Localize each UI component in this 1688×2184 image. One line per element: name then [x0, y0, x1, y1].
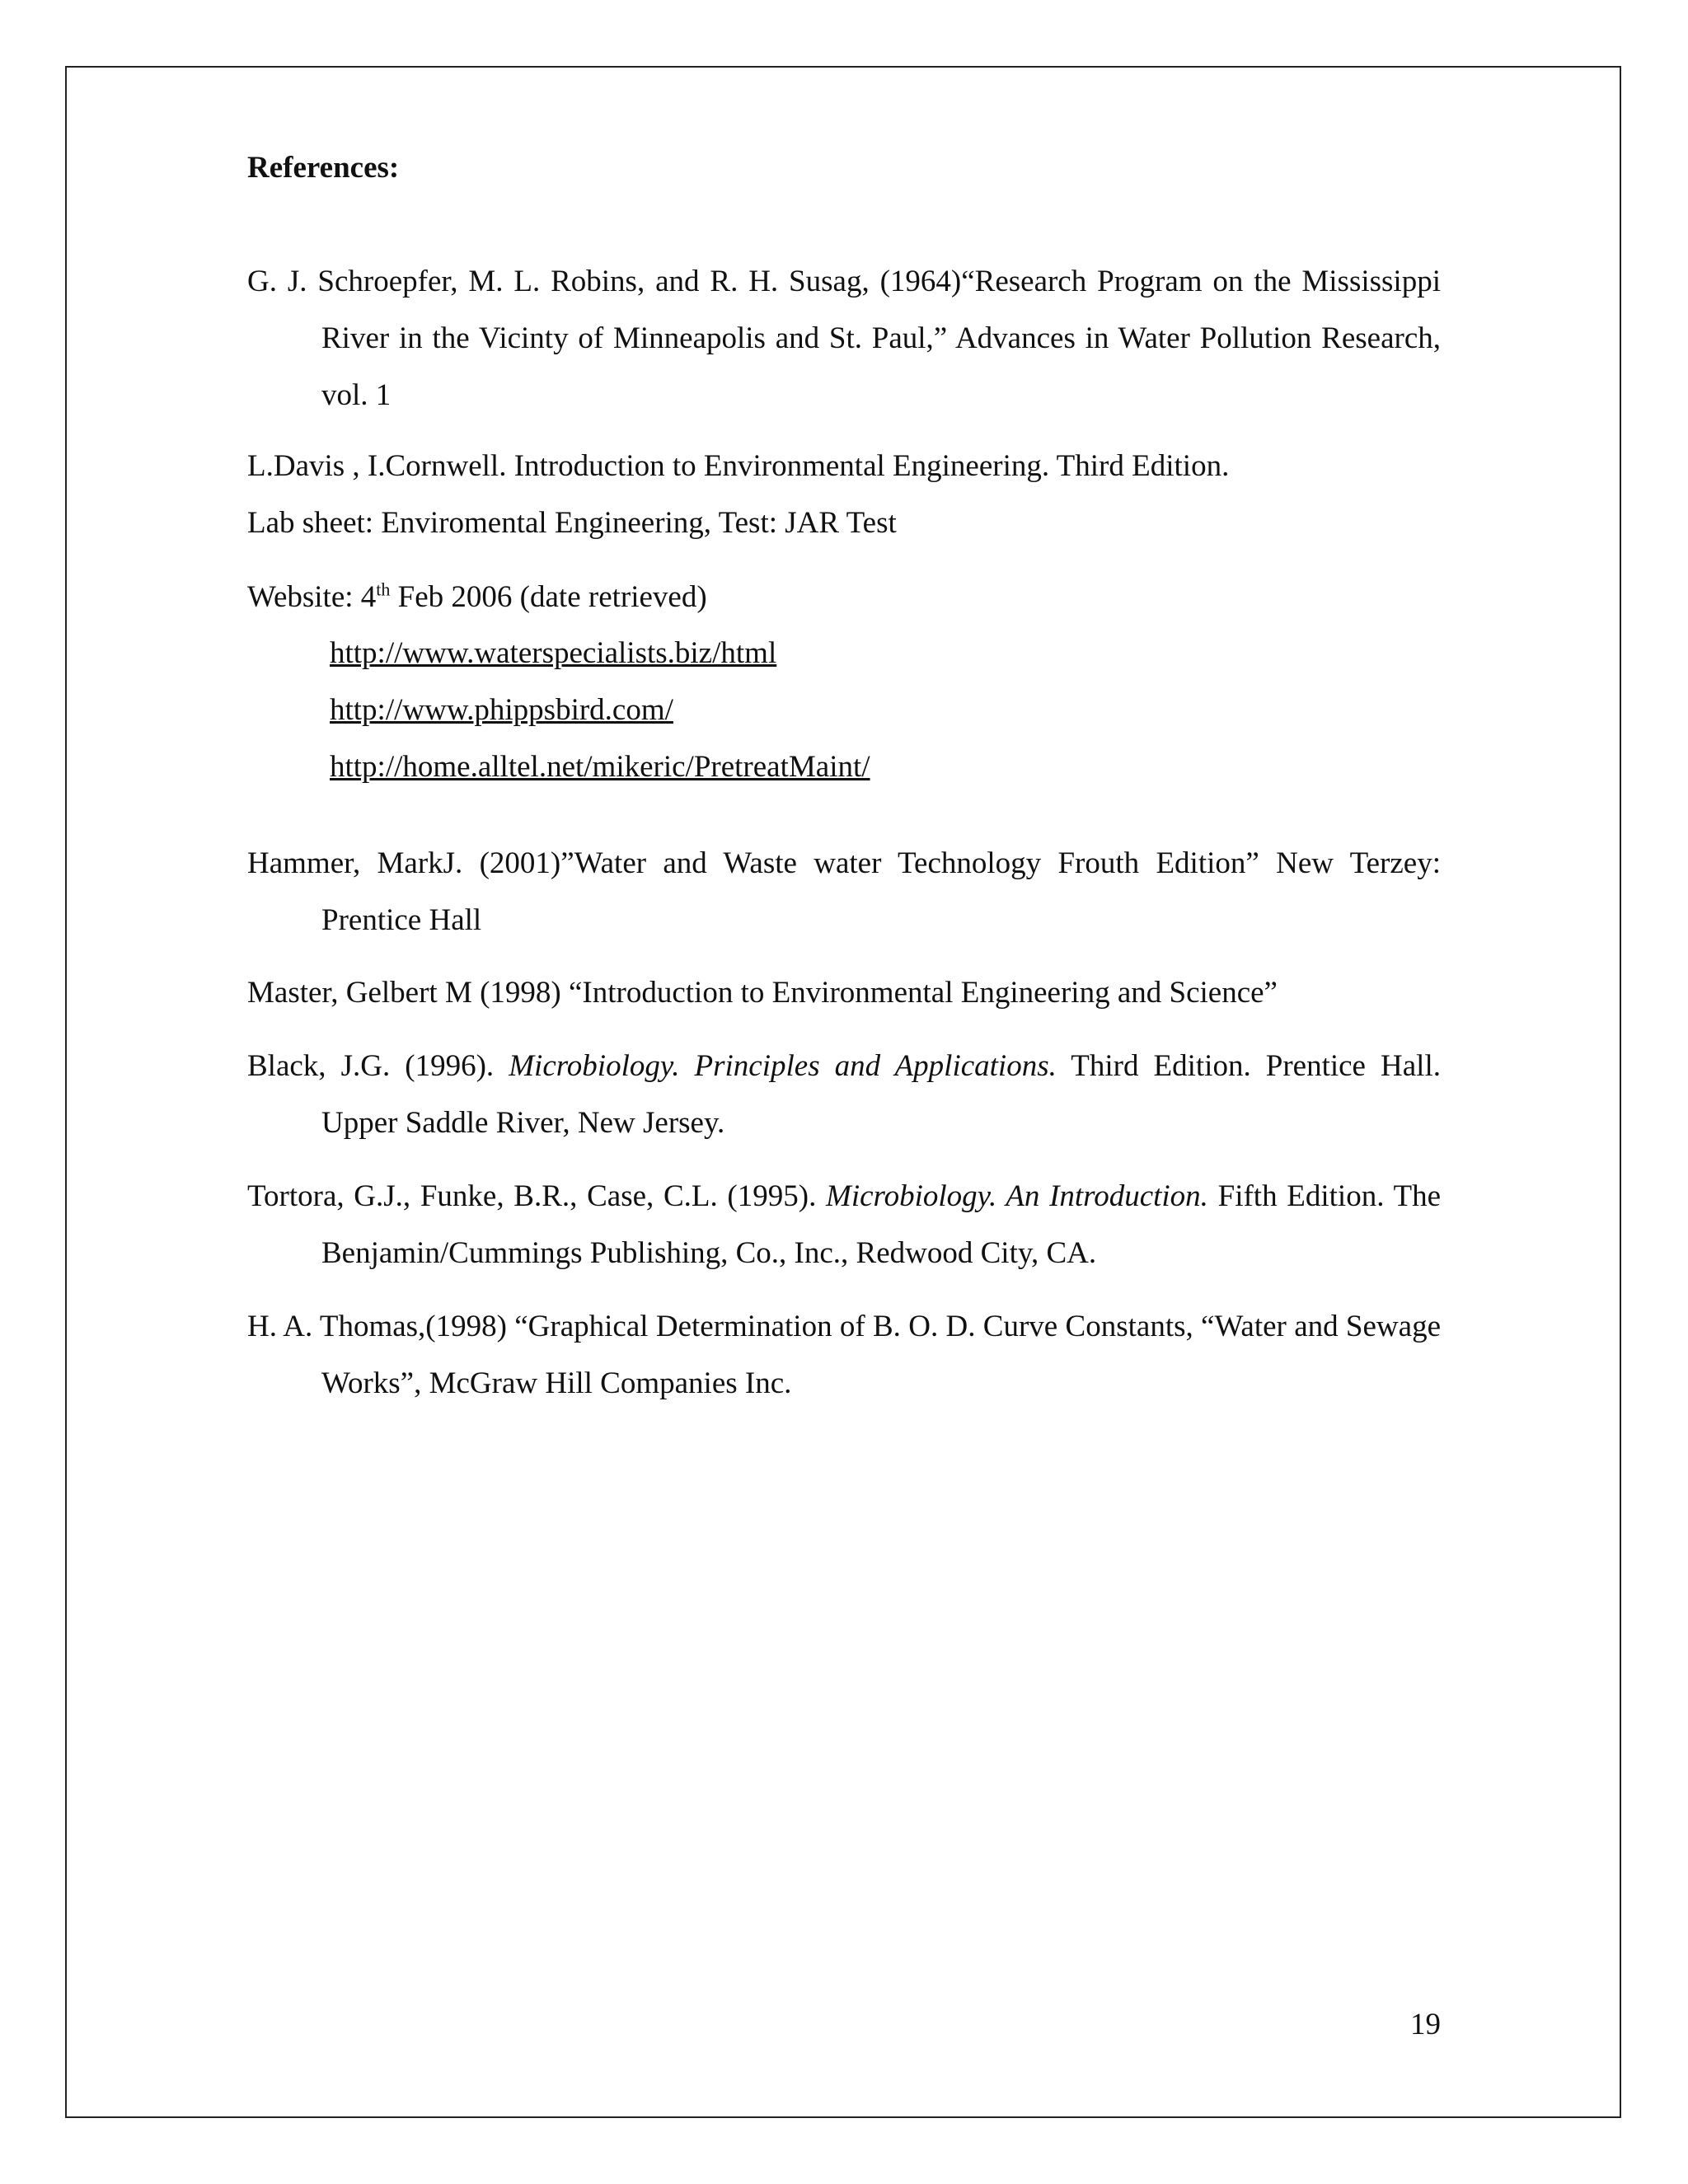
website-suffix: Feb 2006 (date retrieved)	[390, 580, 707, 614]
tortora-authors: Tortora, G.J., Funke, B.R., Case, C.L. (1995).	[247, 1179, 827, 1213]
website-link-waterspecialists[interactable]: http://www.waterspecialists.biz/html	[330, 636, 777, 670]
tortora-publisher: Fifth Edition. The Benjamin/Cummings Publishing, Co., Inc., Redwood City, CA.	[321, 1179, 1442, 1270]
website-link-phippsbird[interactable]: http://www.phippsbird.com/	[330, 693, 673, 727]
reference-lab-sheet: Lab sheet: Enviromental Engineering, Test: JAR Test	[247, 506, 897, 540]
tortora-title: Microbiology. An Introduction.	[826, 1179, 1208, 1213]
reference-master: Master, Gelbert M (1998) “Introduction to Environmental Engineering and Science”	[247, 976, 1278, 1010]
reference-schroepfer: G. J. Schroepfer, M. L. Robins, and R. H. Susag, (1964)“Research Program on the Mississippi River in the Vicinty of Minneapolis and St. Paul,” Advances in Water Pollution Research, vol. 1	[247, 265, 1441, 412]
website-superscript: th	[376, 579, 391, 600]
reference-black	[247, 1038, 1441, 1151]
reference-thomas: H. A. Thomas,(1998) “Graphical Determination of B. O. D. Curve Constants, “Water and Sewage Works”, McGraw Hill Companies Inc.	[247, 1310, 1441, 1400]
black-authors: Black, J.G. (1996).	[247, 1049, 509, 1083]
website-link-alltel[interactable]: http://home.alltel.net/mikeric/PretreatMaint/	[330, 750, 870, 784]
reference-tortora	[247, 1168, 1441, 1282]
references-heading: References:	[247, 151, 400, 185]
black-title: Microbiology. Principles and Applications.	[509, 1049, 1057, 1083]
black-publisher: Third Edition. Prentice Hall. Upper Saddle River, New Jersey.	[321, 1049, 1441, 1140]
page-number: 19	[1410, 2008, 1441, 2041]
website-prefix: Website: 4	[247, 580, 377, 614]
reference-davis: L.Davis , I.Cornwell. Introduction to Environmental Engineering. Third Edition.	[247, 449, 1230, 483]
reference-hammer: Hammer, MarkJ. (2001)”Water and Waste water Technology Frouth Edition” New Terzey: Prentice Hall	[247, 846, 1441, 937]
reference-website	[247, 579, 707, 616]
